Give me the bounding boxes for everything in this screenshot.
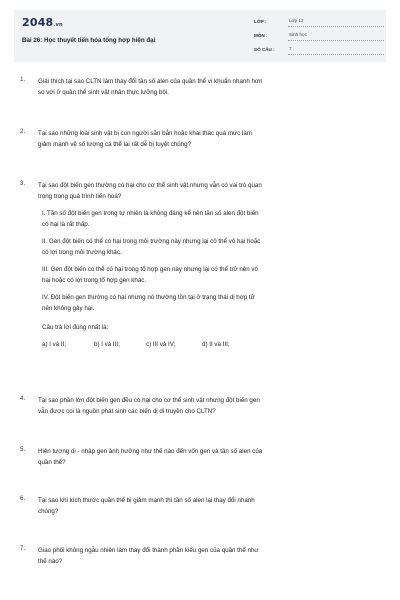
question-line: Tại sao khi kích thước quần thể bị giảm mạnh thì tần số alen lại thay đổi nhanh [38,497,255,504]
statement-ii [42,236,376,258]
meta-key: LỚP : [254,18,267,24]
statement-iii [42,264,376,286]
option-a: a) I và II; [42,341,67,348]
meta-value: Lớp 12 [288,15,384,27]
question-number: 3. [20,180,26,187]
question-line: quần thể? [38,459,66,466]
statement-line: II. Gen đột biến có thể có hại trong môi trường này nhưng lại có thể vô hại hoặc [42,238,261,245]
question-number: 4. [20,395,26,402]
question-text [38,395,378,417]
logo-sub-text: .vn [53,22,63,28]
statement-line: có hại là rất thấp. [42,221,90,228]
question-number: 5. [20,446,26,453]
meta-key: SỐ CÂU : [254,46,275,52]
question-number: 6. [20,495,26,502]
site-logo[interactable] [22,16,63,29]
question-5 [20,446,378,468]
statement-line: nên không gây hại. [42,305,95,312]
question-line: Tại sao phần lớn đột biến gen đều có hại cho cơ thể sinh vật nhưng đột biến gen [38,397,260,404]
meta-row-count [254,42,384,56]
question-1 [20,76,378,98]
header-panel [14,10,386,62]
question-line: trọng trong quá trình tiến hoá? [38,193,122,200]
meta-row-grade [254,14,384,28]
question-7 [20,545,378,567]
question-line: giảm mạnh về số lượng cá thể lại rất dễ bị tuyệt chủng? [38,141,192,148]
option-d: d) II và III; [202,341,230,348]
option-c: c) III và IV; [146,341,176,348]
question-line: thế nào? [38,558,63,565]
meta-row-subject [254,28,384,42]
statement-line: hại hoặc có lợi trong tổ hợp gen khác. [42,277,147,284]
question-number: 7. [20,545,26,552]
question-text [38,180,378,202]
question-number: 2. [20,128,26,135]
option-b: b) I và III; [94,341,120,348]
statement-line: III. Gen đột biến có thể có hại trong tổ hợp gen này nhưng lại có thể trở nên vô [42,266,258,273]
question-6 [20,495,378,517]
question-text [38,446,378,468]
question-3 [20,180,378,350]
question-line: chóng? [38,508,59,515]
question-2 [20,128,378,150]
question-number: 1. [20,76,26,83]
meta-value: 7 [288,43,384,55]
meta-info [254,14,384,56]
meta-value: Sinh học [288,29,384,41]
question-text [38,76,378,98]
statement-line: I. Tần số đột biến gen trong tự nhiên là không đáng kể nên tần số alen đột biến [42,210,259,217]
question-line: Tại sao đột biến gen thường có hại cho cơ thể sinh vật nhưng vẫn có vai trò quan [38,182,262,189]
statement-i [42,208,376,230]
question-line: Giải thích tại sao CLTN làm thay đổi tần số alen của quần thể vi khuẩn nhanh hơn [38,78,263,85]
statement-iv [42,292,376,314]
question-line: Hiện tượng di - nhập gen ảnh hưởng như thế nào đến vốn gen và tần số alen của [38,448,263,455]
answer-label: Câu trả lời đúng nhất là: [42,324,109,331]
logo-main-text: 2048 [22,16,54,29]
question-line: so với ở quần thể sinh vật nhân thực lưỡng bội. [38,89,169,96]
answer-options [42,339,378,350]
question-4 [20,395,378,417]
meta-key: MÔN : [254,32,268,38]
question-line: vẫn được coi là nguồn phát sinh các biến dị di truyền cho CLTN? [38,408,216,415]
statement-line: IV. Đột biến gen thường có hại nhưng nó thường tồn tại ở trạng thái dị hợp tử [42,294,255,301]
statement-line: có lợi trong môi trường khác. [42,249,122,256]
lesson-title: Bài 26: Học thuyết tiến hóa tổng hợp hiện đại [22,37,156,44]
question-line: Tại sao những loài sinh vật bị con người săn bắn hoặc khai thác quá mức làm [38,130,252,137]
question-text [38,545,378,567]
question-text [38,128,378,150]
question-line: Giao phối không ngẫu nhiên làm thay đổi thành phần kiểu gen của quần thể như [38,547,259,554]
question-text [38,495,378,517]
